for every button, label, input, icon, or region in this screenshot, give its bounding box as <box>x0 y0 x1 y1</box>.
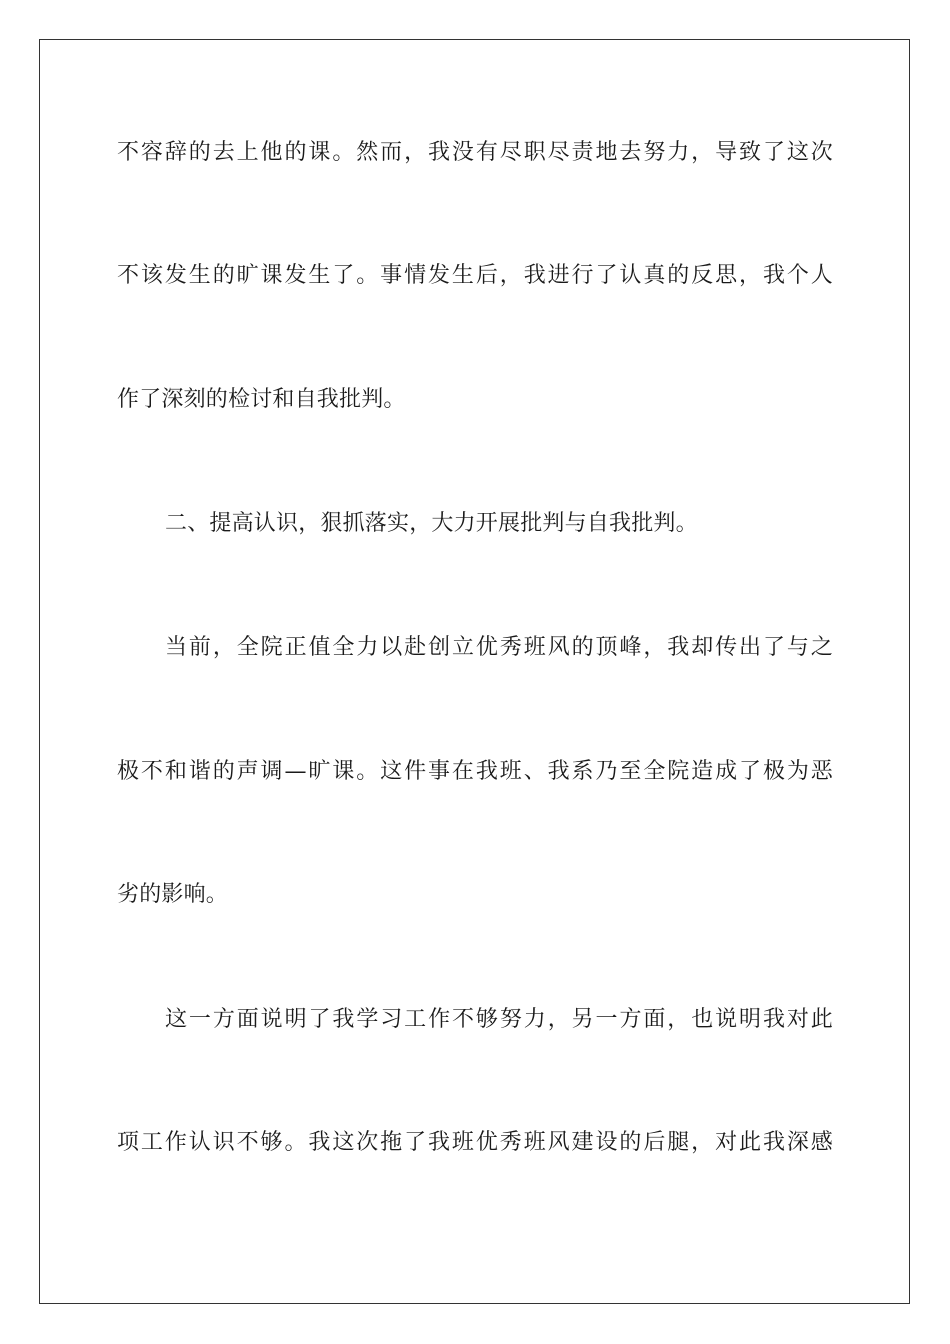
text-line: 这一方面说明了我学习工作不够努力，另一方面，也说明我对此 <box>165 1007 833 1032</box>
page-border <box>39 39 910 1304</box>
text-line: 不容辞的去上他的课。然而，我没有尽职尽责地去努力，导致了这次 <box>117 140 833 165</box>
text-line: 劣的影响。 <box>117 882 229 907</box>
text-line: 项工作认识不够。我这次拖了我班优秀班风建设的后腿，对此我深感 <box>117 1130 833 1155</box>
section-heading: 二、提高认识，狠抓落实，大力开展批判与自我批判。 <box>165 511 698 536</box>
text-line: 极不和谐的声调—旷课。这件事在我班、我系乃至全院造成了极为恶 <box>117 759 833 784</box>
text-line: 当前，全院正值全力以赴创立优秀班风的顶峰，我却传出了与之 <box>165 635 833 660</box>
text-line: 不该发生的旷课发生了。事情发生后，我进行了认真的反思，我个人 <box>117 263 833 288</box>
text-line: 作了深刻的检讨和自我批判。 <box>117 387 406 412</box>
